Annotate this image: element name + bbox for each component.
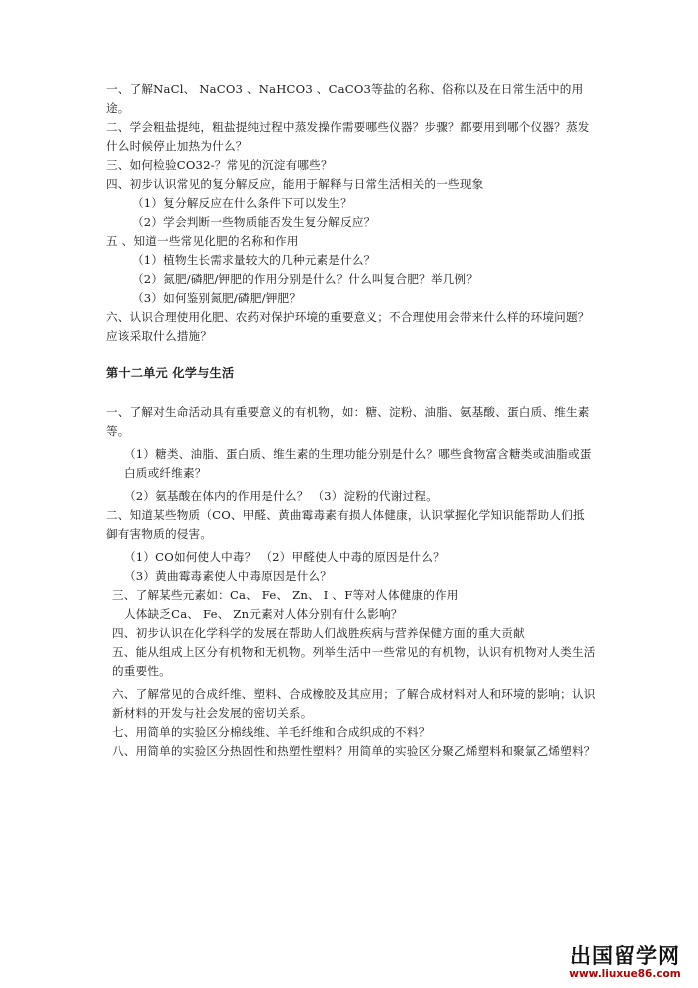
paragraph-item-6: 六、认识合理使用化肥、农药对保护环境的重要意义；不合理使用会带来什么样的环境问题？应该采取什么措施？: [106, 310, 590, 343]
unit-item-6: 六、了解常见的合成纤维、塑料、合成橡胶及其应用；了解合成材料对人和环境的影响；认识新材料的开发与社会发展的密切关系。: [112, 687, 596, 720]
paragraph-item-1: 一、了解NaCl、 NaCO3 、NaHCO3 、CaCO3等盐的名称、俗称以及在日常生活中的用途。: [106, 82, 584, 115]
sub-item-5-3: （3）如何鉴别氮肥/磷肥/钾肥？: [132, 291, 302, 305]
unit-item-5: 五、能从组成上区分有机物和无机物。列举生活中一些常见的有机物，认识有机物对人类生活的重要性。: [112, 645, 596, 678]
unit-sub-item-2-1: （1）CO如何使人中毒？ （2）甲醛使人中毒的原因是什么？: [124, 550, 445, 564]
sub-item-5-2: （2）氮肥/磷肥/钾肥的作用分别是什么？什么叫复合肥？举几例？: [132, 272, 479, 286]
sub-item-4-2: （2）学会判断一些物质能否发生复分解反应？: [132, 215, 376, 229]
unit-item-4: 四、初步认识在化学科学的发展在帮助人们战胜疾病与营养保健方面的重大贡献: [112, 626, 525, 640]
unit-item-8: 八、用简单的实验区分热固性和热塑性塑料？用简单的实验区分聚乙烯塑料和聚氯乙烯塑料？: [112, 744, 596, 758]
unit-heading: 第十二单元 化学与生活: [106, 366, 235, 380]
sub-item-4-1: （1）复分解反应在什么条件下可以发生？: [132, 196, 352, 210]
sub-item-5-1: （1）植物生长需求量较大的几种元素是什么？: [132, 253, 376, 267]
paragraph-item-5: 五 、知道一些常见化肥的名称和作用: [106, 234, 299, 248]
paragraph-item-3: 三、如何检验CO32-？常见的沉淀有哪些？: [106, 158, 333, 172]
watermark-title: 出国留学网: [570, 944, 680, 968]
unit-item-3: 三、了解某些元素如：Ca、 Fe、 Zn、 I 、F等对人体健康的作用: [112, 588, 459, 602]
site-watermark-logo: [566, 944, 684, 980]
watermark-url: www.liuxue86.com: [569, 968, 681, 980]
document-body: [106, 80, 596, 761]
paragraph-item-4: 四、初步认识常见的复分解反应，能用于解释与日常生活相关的一些现象: [106, 177, 484, 191]
unit-sub-item-1-2: （2）氨基酸在体内的作用是什么？ （3）淀粉的代谢过程。: [124, 489, 438, 503]
unit-item-2: 二、知道某些物质（CO、甲醛、黄曲霉毒素有损人体健康，认识掌握化学知识能帮助人们抵御有害物质的侵害。: [106, 508, 585, 541]
paragraph-item-2: 二、学会粗盐提纯，粗盐提纯过程中蒸发操作需要哪些仪器？步骤？都要用到哪个仪器？蒸发什么时候停止加热为什么？: [106, 120, 590, 153]
unit-item-1: 一、了解对生命活动具有重要意义的有机物，如：糖、淀粉、油脂、氨基酸、蛋白质、维生素等。: [106, 405, 590, 438]
unit-sub-item-2-2: （3）黄曲霉毒素使人中毒原因是什么？: [124, 569, 333, 583]
unit-sub-item-3: 人体缺乏Ca、 Fe、 Zn元素对人体分别有什么影响？: [124, 607, 403, 621]
unit-sub-item-1-1: （1）糖类、油脂、蛋白质、维生素的生理功能分别是什么？哪些食物富含糖类或油脂或蛋白质或纤维素？: [124, 447, 592, 480]
unit-item-7: 七、用简单的实验区分棉线维、羊毛纤维和合成织成的不料？: [112, 725, 431, 739]
